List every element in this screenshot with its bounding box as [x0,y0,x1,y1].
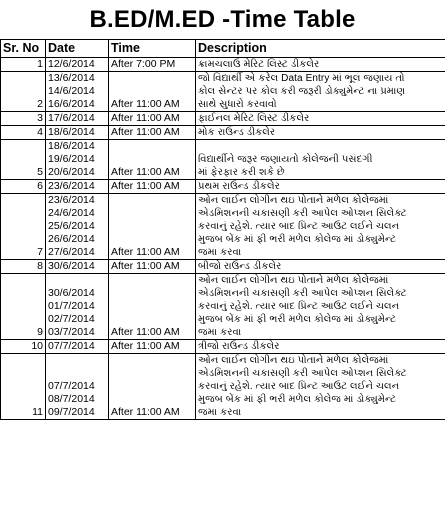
date-value: 14/6/2014 [48,85,95,97]
date-value: 07/7/2014 [48,340,95,352]
date-value: 09/7/2014 [48,406,95,418]
row-description [196,260,445,274]
row-number: 2 [1,72,46,112]
date-value: 20/6/2014 [48,166,95,178]
description-line: કોલ સેન્ટર પર કોલ કરી જરૂરી ડોક્યુમેન્ટ ના પ્રમાણ [198,86,406,97]
description-line: માં ફેરફાર કરી શકે છે [198,167,285,178]
date-value: 13/6/2014 [48,72,95,84]
row-dates [46,126,109,140]
description-line: ઓન લાઈન લોગીન થઇ પોતાને મળેલ કોલેજમાં [198,195,389,206]
row-number: 5 [1,140,46,180]
row-description [196,126,445,140]
description-line: મુજબ બેંક માં ફી ભરી મળેલ કોલેજ માં ડોક્યુમેન્ટ [198,234,397,245]
description-line: ક્રામચલાઉ મેરિટ લિસ્ટ ડીકલેર [198,59,320,70]
description-line: મુજબ બેંક માં ફી ભરી મળેલ કોલેજ માં ડોક્યુમેન્ટ [198,314,397,325]
date-value: 27/6/2014 [48,246,95,258]
description-line: ફાઈનલ મેરિટ લિસ્ટ ડીકલેર [198,113,310,124]
row-time: After 11:00 AM [109,354,196,420]
row-dates [46,72,109,112]
description-line: સાથે સુધારો કરવાવો [198,99,277,110]
row-description [196,274,445,340]
row-description [196,72,445,112]
date-value: 18/6/2014 [48,140,95,152]
row-dates [46,260,109,274]
row-description [196,354,445,420]
row-number: 10 [1,340,46,354]
description-line: કરવાનું રહેશે. ત્યાર બાદ પ્રિન્ટ આઉટ લઈને ચલન [198,221,400,232]
row-number: 4 [1,126,46,140]
description-line: ઓન લાઈન લોગીન થઇ પોતાને મળેલ કોલેજમાં [198,355,389,366]
date-value: 23/6/2014 [48,180,95,192]
row-dates [46,274,109,340]
time-table [0,39,445,420]
row-time: After 11:00 AM [109,194,196,260]
description-line: કરવાનું રહેશે. ત્યાર બાદ પ્રિન્ટ આઉટ લઈને ચલન [198,381,400,392]
row-description [196,194,445,260]
table-row [1,180,445,194]
description-line: જમા કરવા [198,407,242,418]
row-description [196,340,445,354]
date-value: 16/6/2014 [48,98,95,110]
row-time: After 11:00 AM [109,126,196,140]
row-number: 9 [1,274,46,340]
date-value: 02/7/2014 [48,313,95,325]
row-time: After 11:00 AM [109,72,196,112]
description-line: ઓન લાઈન લોગીન થઇ પોતાને મળેલ કોલેજમાં [198,275,389,286]
description-line: જમા કરવા [198,327,242,338]
description-line: કરવાનું રહેશે. ત્યાર બાદ પ્રિન્ટ આઉટ લઈને ચલન [198,301,400,312]
row-time: After 7:00 PM [109,58,196,72]
table-row [1,194,445,260]
description-line: મોક રાઉન્ડ ડીકલેર [198,127,276,138]
date-value: 30/6/2014 [48,287,95,299]
row-dates [46,58,109,72]
table-body [1,58,445,420]
date-value: 03/7/2014 [48,326,95,338]
date-value: 25/6/2014 [48,220,95,232]
row-time: After 11:00 AM [109,140,196,180]
date-value: 30/6/2014 [48,260,95,272]
description-line: મુજબ બેંક માં ફી ભરી મળેલ કોલેજ માં ડોક્યુમેન્ટ [198,394,397,405]
table-row [1,126,445,140]
description-line: જમા કરવા [198,247,242,258]
page-title: B.ED/M.ED -Time Table [89,6,356,33]
table-row [1,140,445,180]
row-description [196,140,445,180]
row-time: After 11:00 AM [109,260,196,274]
date-value: 12/6/2014 [48,58,95,70]
row-time: After 11:00 AM [109,112,196,126]
date-value: 24/6/2014 [48,207,95,219]
date-value: 08/7/2014 [48,393,95,405]
header-srno: Sr. No [1,40,46,58]
row-dates [46,180,109,194]
row-time: After 11:00 AM [109,274,196,340]
table-row [1,72,445,112]
date-value: 18/6/2014 [48,126,95,138]
date-value: 07/7/2014 [48,380,95,392]
header-time: Time [109,40,196,58]
description-line: જો વિદ્યાર્થી એ કરેલ Data Entry માં ભૂલ જણાય તો [198,73,405,84]
row-number: 3 [1,112,46,126]
row-dates [46,140,109,180]
header-description: Description [196,40,445,58]
table-row [1,58,445,72]
description-line: બીજો રાઉન્ડ ડીકલેર [198,261,282,272]
table-row [1,112,445,126]
description-line: એડમિશનની ચકાસણી કરી આપેલ ઓપ્શન સિલેક્ટ [198,208,407,219]
date-value: 01/7/2014 [48,300,95,312]
table-row [1,340,445,354]
description-line: ત્રીજો રાઉન્ડ ડીકલેર [198,341,280,352]
description-line: વિદ્યાર્થીને જરૂર જણાયતો કોલેજની પસંદગી [198,154,373,165]
row-time: After 11:00 AM [109,180,196,194]
row-number: 1 [1,58,46,72]
row-description [196,58,445,72]
table-row [1,354,445,420]
description-line: એડમિશનની ચકાસણી કરી આપેલ ઓપ્શન સિલેક્ટ [198,288,407,299]
table-row [1,274,445,340]
date-value: 17/6/2014 [48,112,95,124]
date-value: 19/6/2014 [48,153,95,165]
header-row [1,40,445,58]
header-date: Date [46,40,109,58]
row-number: 6 [1,180,46,194]
description-line: પ્રથમ રાઉન્ડ ડીકલેર [198,181,280,192]
row-number: 8 [1,260,46,274]
description-line [198,140,443,153]
row-description [196,112,445,126]
row-dates [46,112,109,126]
row-number: 7 [1,194,46,260]
row-dates [46,354,109,420]
row-number: 11 [1,354,46,420]
row-description [196,180,445,194]
date-value: 26/6/2014 [48,233,95,245]
description-line: એડમિશનની ચકાસણી કરી આપેલ ઓપ્શન સિલેક્ટ [198,368,407,379]
date-value: 23/6/2014 [48,194,95,206]
row-time: After 11:00 AM [109,340,196,354]
row-dates [46,194,109,260]
table-row [1,260,445,274]
row-dates [46,340,109,354]
